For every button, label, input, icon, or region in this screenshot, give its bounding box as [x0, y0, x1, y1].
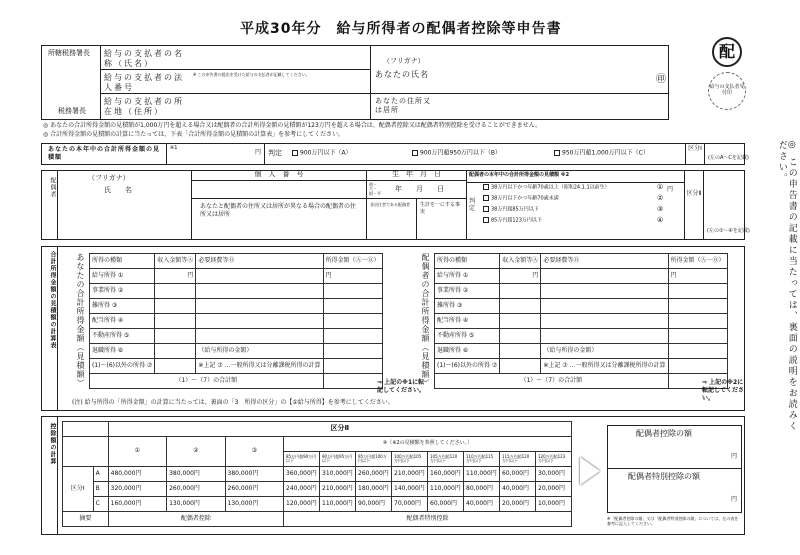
- spouse-income-table: 所得の種類 収入金額等Ⓐ 必要経費等Ⓑ 所得金額（Ⓐ－Ⓑ） 給与所得 ① 円 円 事業所得 ② 雑所得 ③ 配当所得 ④ 不動産所得 ⑤ 退職所得 ⑥ （給与所得の金額） (1)～(6)以外の所得 ⑦ ※上記 ⑦ …一般所得又は分離課税所得の計算 （1）～（7）の合計額: [434, 253, 728, 389]
- your-address-field[interactable]: あなたの住所又は居所: [375, 97, 431, 115]
- spouse-name-field[interactable]: （フリガナ） 氏 名: [58, 171, 192, 239]
- spouse-opt-3[interactable]: 38万円超85万円以下: [483, 206, 539, 213]
- kubun2-cell[interactable]: 区分Ⅱ: [684, 171, 704, 239]
- form-stamp: 配: [712, 37, 742, 67]
- tax-office-cell[interactable]: 所轄税務署長 税務署長: [42, 46, 101, 119]
- your-name-field[interactable]: （フリガナ） あなたの氏名 ㊞: [371, 46, 668, 94]
- deduction-table: 区分Ⅱ ① ② ③ ④（※2の見積額を参照してください。） 85万円超90万円以下 90万円超95万円以下 95万円超100万円以下 100万円超105万円以下 105万円超110万円以下 110万円超115万円以下 115万円超120万円以下 120万円超123万円以下 区分Ⅰ A 480,000円 380,000円 380,000円 360,000円 310,000円 260,000円 210,000円 160,000円 110,000円 60,000円 30,000円 B 320,000円 260,000円 260,000円 240,000円 210,000円 180,000円 140,000円 110,000円 80,000円 40,000円 20,000円 C 160,000円 130,000円 130,000円 120,000円 110,000円 90,000円 70,000円 60,000円 40,000円 20,000円 10,000円 摘要 配偶者控除 配偶者特別控除: [62, 421, 572, 527]
- spouse-opt-4[interactable]: 85万円超123万円以下: [483, 217, 542, 224]
- special-deduction-result[interactable]: 配偶者特別控除の額 円: [628, 472, 737, 503]
- checkbox-B[interactable]: [412, 150, 418, 156]
- spouse-opt-1[interactable]: 38万円以下かつ年齢70歳以上（昭和24.1.1以前生）: [483, 184, 610, 191]
- payer-address-field[interactable]: 給与の支払者の所在地（住所）: [101, 94, 371, 119]
- calc-block: 合計所得金額の見積額の計算表 あなたの合計所得金額（見積額） 所得の種類 収入金額等Ⓐ 必要経費等Ⓑ 所得金額（Ⓐ－Ⓑ） 給与所得 ① 円 円 事業所得 ② 雑所得 ③ 配当所得 ④ 不動産所得 ⑤ 退職所得 ⑥ （給与所得の金額） (1)～(6)以外の所得 ⑦ ※上記 ⑦ …一般所得又は分離課税所得の計算 （1）～（7）の合計額 ⇒ 上記の※1に転記してください。 配偶者の合計所得金額（見積額） 所得の種類 収入金額等Ⓐ 必要経費等Ⓑ 所得金額（Ⓐ－Ⓑ） 給与所得 ① 円 円 事業所得 ② 雑所得 ③ 配当所得 ④ 不動産所得 ⑤ 退職所得 ⑥ （給与所得の金額） (1)～(6)以外の所得 ⑦ ※上記 ⑦ …一般所得又は分離課税所得の計算 （1）～（7）の合計額 ⇒ 上記の※2に転記してください。 (注) 給与所得の「所得金額」の計算に当たっては、裏面の「3 所得の区分」の【①給与所得】を参考にしてください。: [41, 246, 745, 411]
- receipt-stamp-area: 給与の支払者受付印: [708, 72, 746, 110]
- spouse-income-block: 配偶者の本年中の合計所得金額の見積額 ※2 円 判定 38万円以下かつ年齢70歳以上（昭和24.1.1以前生） 38万円以下かつ年齢70歳未満 38万円超85万円以下 85万円超123万円以下 ① ② ③ ④: [467, 171, 684, 239]
- note-2: ◎ 合計所得金額の見積額の計算に当たっては、下表「合計所得金額の見積額の計算表」を参考にしてください。: [43, 131, 345, 138]
- nonres-cell[interactable]: 非居住者である配偶者: [367, 199, 417, 239]
- checkbox-C[interactable]: [554, 150, 560, 156]
- deduction-block: 控除額の計算 区分Ⅱ ① ② ③ ④（※2の見積額を参照してください。） 85万円超90万円以下 90万円超95万円以下 95万円超100万円以下 100万円超105万円以下 105万円超110万円以下 110万円超115万円以下 115万円超120万円以下 120万円超123万円以下 区分Ⅰ A 480,000円 380,000円 380,000円 360,000円 310,000円 260,000円 210,000円 160,000円 110,000円 60,000円 30,000円 B 320,000円 260,000円 260,000円 240,000円 210,000円 180,000円 140,000円 110,000円 80,000円 40,000円 20,000円 C 160,000円 130,000円 130,000円 120,000円 110,000円 90,000円 70,000円 60,000円 40,000円 20,000円 10,000円 摘要 配偶者控除 配偶者特別控除 配偶者控除の額 円 配偶者特別控除の額 円 ※「配偶者控除の額」又は「配偶者特別控除の額」については、左の表を参考に記入してください。: [41, 416, 745, 535]
- transfer-note-2: ⇒ 上記の※2に転記してください。: [702, 379, 745, 402]
- livelihood-cell[interactable]: 生計を一にする事実: [417, 199, 467, 239]
- kubun1-cell[interactable]: 区分Ⅰ: [685, 144, 705, 164]
- your-income-row: あなたの本年中の合計所得金額の見積額 ※1 円 判定 900万円以下（A） 900万円超950万円以下（B） 950万円超1,000万円以下（C） 区分Ⅰ (左のA～Cを記載): [41, 143, 745, 165]
- seal-mark: ㊞: [656, 74, 666, 85]
- spouse-opt-2[interactable]: 38万円以下かつ年齢70歳未満: [483, 195, 559, 202]
- your-income-table: 所得の種類 収入金額等Ⓐ 必要経費等Ⓑ 所得金額（Ⓐ－Ⓑ） 給与所得 ① 円 円 事業所得 ② 雑所得 ③ 配当所得 ④ 不動産所得 ⑤ 退職所得 ⑥ （給与所得の金額） (1)～(6)以外の所得 ⑦ ※上記 ⑦ …一般所得又は分離課税所得の計算 （1）～（7）の合計額: [89, 253, 383, 389]
- spouse-block: 配偶者 （フリガナ） 氏 名 個 人 番 号 生 年 月 日 明・大・昭・平 年 月 日 あなたと配偶者の住所又は居所が異なる場合の配偶者の住所又は居所 非居住者である配偶者 生計を一にする事実 配偶者の本年中の合計所得金額の見積額 ※2 円 判定 38万円以下かつ年齢70歳以上（昭和24.1.1以前生） 38万円以下かつ年齢70歳未満 38万円超85万円以下 85万円超123万円以下 ① ② ③ ④ 区分Ⅱ (左の①～④を記載): [41, 170, 745, 240]
- opt-A[interactable]: 900万円以下（A）: [292, 150, 352, 157]
- header-block: [41, 45, 669, 120]
- payer-corp-number-field[interactable]: 給与の支払者の法人番号 ※ この申告書の提出を受けた給与の支払者が記載してください。: [101, 70, 371, 94]
- spouse-address-field[interactable]: あなたと配偶者の住所又は居所が異なる場合の配偶者の住所又は居所: [192, 199, 367, 239]
- side-instruction: ◎ この申告書の記載に当たっては、裏面の説明をお読みください。: [776, 140, 797, 432]
- opt-C[interactable]: 950万円超1,000万円以下（C）: [554, 150, 649, 157]
- your-income-input[interactable]: 円: [167, 144, 265, 164]
- payer-name-field[interactable]: 給与の支払者の名称（氏名）: [101, 46, 371, 70]
- opt-B[interactable]: 900万円超950万円以下（B）: [412, 150, 501, 157]
- transfer-note-1: ⇒ 上記の※1に転記してください。: [377, 379, 426, 394]
- page-title: 平成30年分 給与所得者の配偶者控除等申告書: [240, 21, 562, 37]
- note-1: ◎ あなたの合計所得金額の見積額が1,000万円を超える場合又は配偶者の合計所得金額の見積額が123万円を超える場合は、配偶者控除又は配偶者特別控除を受けることができません。: [43, 122, 542, 129]
- checkbox-A[interactable]: [292, 150, 298, 156]
- result-box: [607, 425, 742, 513]
- spouse-deduction-result[interactable]: 配偶者控除の額 円: [608, 426, 741, 469]
- arrow-right-icon: [580, 457, 600, 485]
- spouse-mynumber-field[interactable]: 個 人 番 号: [192, 171, 367, 199]
- spouse-birth-field[interactable]: 生 年 月 日 明・大・昭・平 年 月 日: [367, 171, 467, 199]
